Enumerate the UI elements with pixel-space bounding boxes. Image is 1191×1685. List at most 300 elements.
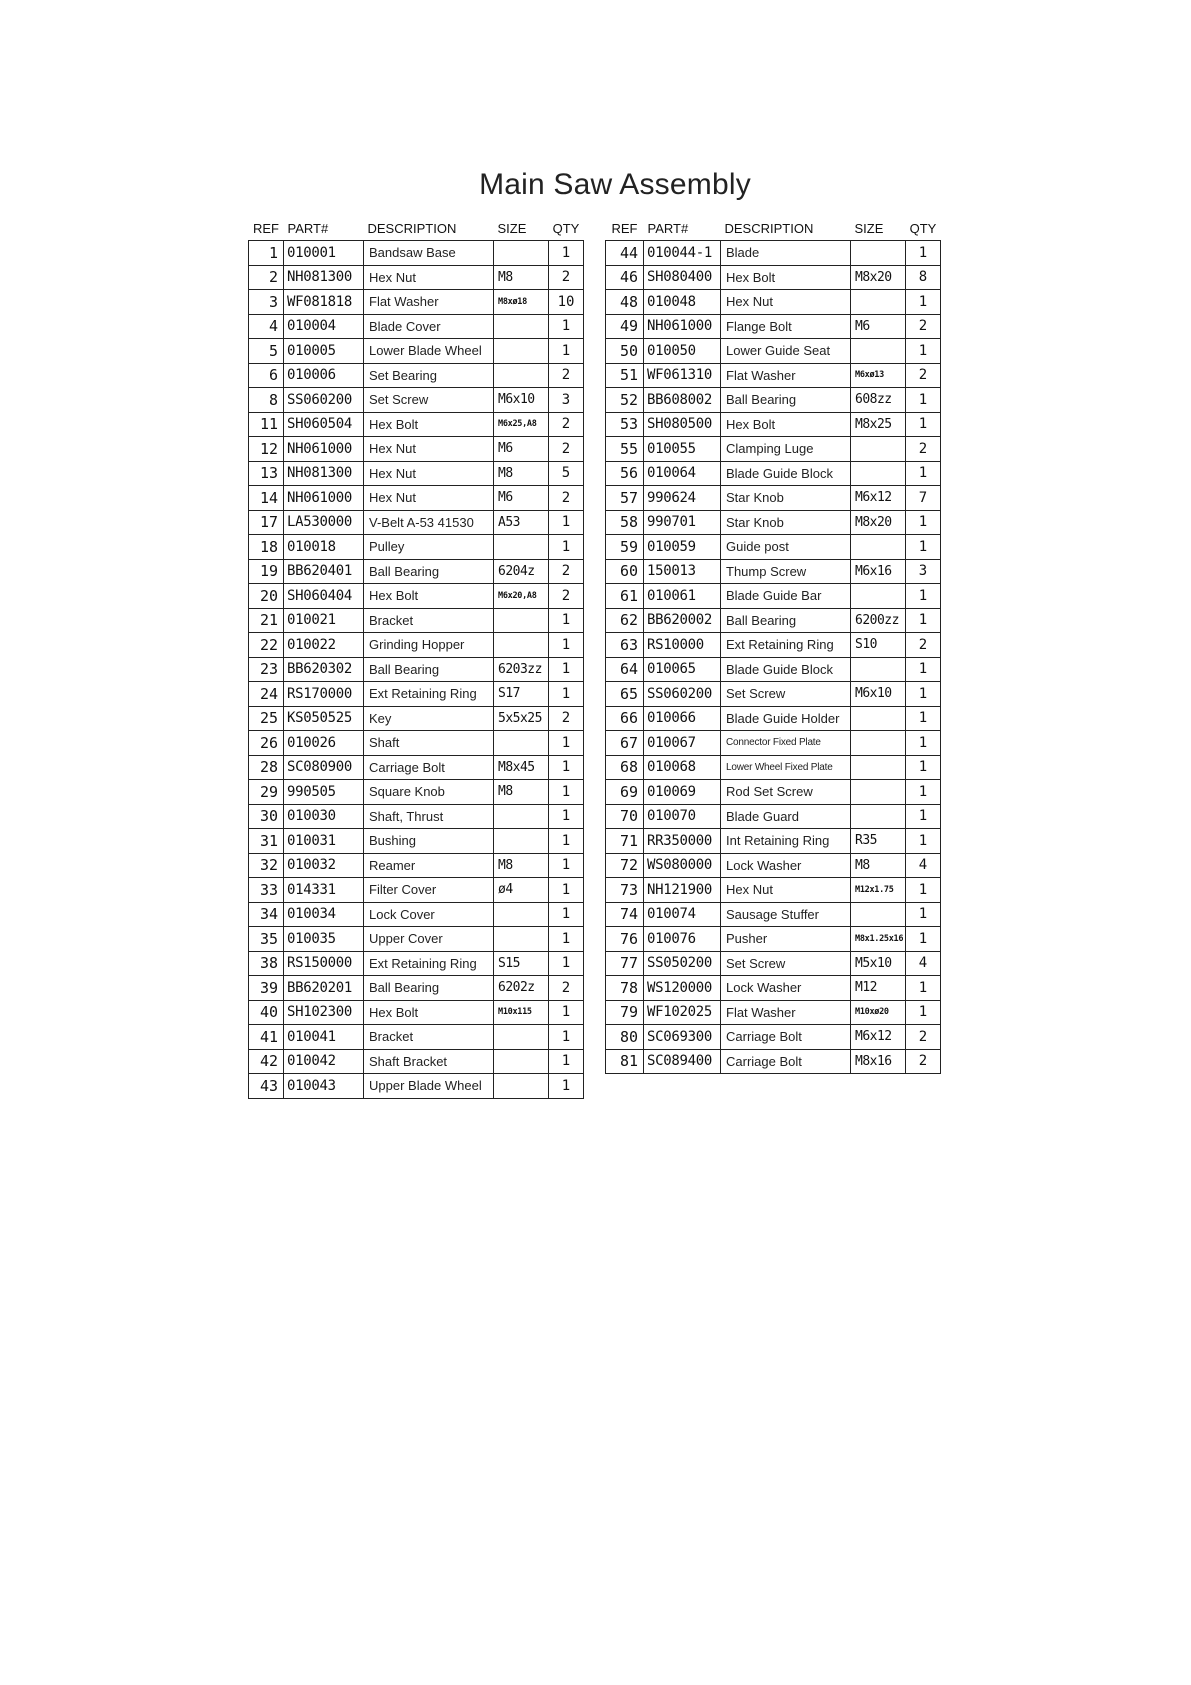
size-cell: ø4 bbox=[494, 878, 549, 903]
ref-cell: 48 bbox=[606, 290, 644, 315]
description-cell: Hex Nut bbox=[364, 461, 494, 486]
description-cell: Hex Nut bbox=[364, 486, 494, 511]
ref-cell: 25 bbox=[249, 706, 284, 731]
description-cell: Ext Retaining Ring bbox=[721, 633, 851, 658]
description-cell: Lower Guide Seat bbox=[721, 339, 851, 364]
ref-cell: 3 bbox=[249, 290, 284, 315]
size-cell bbox=[494, 804, 549, 829]
table-row bbox=[606, 706, 941, 731]
description-cell: V-Belt A-53 41530 bbox=[364, 510, 494, 535]
size-cell: M8x20 bbox=[851, 265, 906, 290]
size-cell: M10xø20 bbox=[851, 1000, 906, 1025]
size-cell: M6 bbox=[494, 437, 549, 462]
table-row bbox=[606, 339, 941, 364]
description-cell: Hex Nut bbox=[721, 878, 851, 903]
table-row bbox=[606, 633, 941, 658]
ref-cell: 52 bbox=[606, 388, 644, 413]
ref-cell: 24 bbox=[249, 682, 284, 707]
header-ref: REF bbox=[253, 220, 279, 236]
part-number-cell: 010034 bbox=[284, 902, 364, 927]
qty-cell: 1 bbox=[549, 1074, 584, 1099]
table-row bbox=[606, 902, 941, 927]
table-row bbox=[249, 314, 584, 339]
table-row bbox=[606, 265, 941, 290]
ref-cell: 53 bbox=[606, 412, 644, 437]
qty-cell: 4 bbox=[906, 853, 941, 878]
size-cell bbox=[494, 927, 549, 952]
table-row bbox=[249, 976, 584, 1001]
size-cell: M8x25 bbox=[851, 412, 906, 437]
part-number-cell: 010035 bbox=[284, 927, 364, 952]
ref-cell: 20 bbox=[249, 584, 284, 609]
qty-cell: 1 bbox=[549, 1025, 584, 1050]
table-row bbox=[606, 829, 941, 854]
description-cell: Set Bearing bbox=[364, 363, 494, 388]
ref-cell: 73 bbox=[606, 878, 644, 903]
size-cell bbox=[494, 1025, 549, 1050]
description-cell: Hex Nut bbox=[721, 290, 851, 315]
ref-cell: 55 bbox=[606, 437, 644, 462]
table-row bbox=[606, 559, 941, 584]
size-cell: M8x1.25x16 bbox=[851, 927, 906, 952]
size-cell: M8 bbox=[494, 265, 549, 290]
qty-cell: 1 bbox=[549, 804, 584, 829]
description-cell: Carriage Bolt bbox=[721, 1049, 851, 1074]
part-number-cell: 010066 bbox=[644, 706, 721, 731]
ref-cell: 46 bbox=[606, 265, 644, 290]
part-number-cell: 010004 bbox=[284, 314, 364, 339]
ref-cell: 33 bbox=[249, 878, 284, 903]
size-cell: M6x25,A8 bbox=[494, 412, 549, 437]
ref-cell: 28 bbox=[249, 755, 284, 780]
qty-cell: 1 bbox=[549, 1049, 584, 1074]
qty-cell: 1 bbox=[906, 682, 941, 707]
size-cell bbox=[851, 241, 906, 266]
table-row bbox=[606, 510, 941, 535]
table-row bbox=[249, 339, 584, 364]
ref-cell: 67 bbox=[606, 731, 644, 756]
qty-cell: 1 bbox=[549, 682, 584, 707]
description-cell: Blade Guide Block bbox=[721, 657, 851, 682]
description-cell: Flat Washer bbox=[721, 363, 851, 388]
qty-cell: 2 bbox=[906, 1049, 941, 1074]
table-row bbox=[249, 559, 584, 584]
size-cell: M12x1.75 bbox=[851, 878, 906, 903]
parts-table-left bbox=[248, 216, 584, 1099]
qty-cell: 2 bbox=[549, 486, 584, 511]
table-row bbox=[249, 1000, 584, 1025]
part-number-cell: SH060404 bbox=[284, 584, 364, 609]
part-number-cell: 010042 bbox=[284, 1049, 364, 1074]
table-row bbox=[606, 1049, 941, 1074]
part-number-cell: RS10000 bbox=[644, 633, 721, 658]
ref-cell: 42 bbox=[249, 1049, 284, 1074]
ref-cell: 61 bbox=[606, 584, 644, 609]
table-row bbox=[249, 584, 584, 609]
part-number-cell: 010068 bbox=[644, 755, 721, 780]
size-cell bbox=[494, 363, 549, 388]
qty-cell: 1 bbox=[549, 241, 584, 266]
part-number-cell: 010030 bbox=[284, 804, 364, 829]
qty-cell: 1 bbox=[549, 829, 584, 854]
ref-cell: 72 bbox=[606, 853, 644, 878]
table-row bbox=[606, 976, 941, 1001]
qty-cell: 1 bbox=[906, 706, 941, 731]
description-cell: Lock Washer bbox=[721, 976, 851, 1001]
part-number-cell: NH061000 bbox=[644, 314, 721, 339]
table-row bbox=[606, 388, 941, 413]
size-cell bbox=[851, 584, 906, 609]
table-row bbox=[249, 412, 584, 437]
qty-cell: 2 bbox=[549, 265, 584, 290]
ref-cell: 23 bbox=[249, 657, 284, 682]
table-row bbox=[249, 363, 584, 388]
ref-cell: 80 bbox=[606, 1025, 644, 1050]
description-cell: Connector Fixed Plate bbox=[721, 731, 851, 756]
ref-cell: 12 bbox=[249, 437, 284, 462]
description-cell: Hex Nut bbox=[364, 437, 494, 462]
ref-cell: 44 bbox=[606, 241, 644, 266]
size-cell bbox=[851, 706, 906, 731]
description-cell: Flange Bolt bbox=[721, 314, 851, 339]
qty-cell: 2 bbox=[549, 363, 584, 388]
qty-cell: 1 bbox=[549, 755, 584, 780]
table-row bbox=[249, 437, 584, 462]
description-cell: Star Knob bbox=[721, 510, 851, 535]
header-description: DESCRIPTION bbox=[367, 220, 457, 236]
description-cell: Blade Guide Bar bbox=[721, 584, 851, 609]
description-cell: Sausage Stuffer bbox=[721, 902, 851, 927]
description-cell: Shaft bbox=[364, 731, 494, 756]
ref-cell: 68 bbox=[606, 755, 644, 780]
size-cell bbox=[494, 902, 549, 927]
qty-cell: 1 bbox=[549, 608, 584, 633]
description-cell: Lower Blade Wheel bbox=[364, 339, 494, 364]
table-row bbox=[606, 804, 941, 829]
table-row bbox=[249, 853, 584, 878]
size-cell: M12 bbox=[851, 976, 906, 1001]
size-cell bbox=[494, 241, 549, 266]
qty-cell: 2 bbox=[906, 1025, 941, 1050]
ref-cell: 30 bbox=[249, 804, 284, 829]
qty-cell: 1 bbox=[549, 780, 584, 805]
size-cell: S15 bbox=[494, 951, 549, 976]
part-number-cell: BB620002 bbox=[644, 608, 721, 633]
part-number-cell: BB620401 bbox=[284, 559, 364, 584]
ref-cell: 60 bbox=[606, 559, 644, 584]
part-number-cell: KS050525 bbox=[284, 706, 364, 731]
size-cell bbox=[494, 1074, 549, 1099]
ref-cell: 4 bbox=[249, 314, 284, 339]
part-number-cell: 010050 bbox=[644, 339, 721, 364]
part-number-cell: 010022 bbox=[284, 633, 364, 658]
ref-cell: 21 bbox=[249, 608, 284, 633]
size-cell: M6x10 bbox=[851, 682, 906, 707]
part-number-cell: 010074 bbox=[644, 902, 721, 927]
table-row bbox=[606, 682, 941, 707]
table-row bbox=[249, 633, 584, 658]
table-row bbox=[249, 829, 584, 854]
table-row bbox=[249, 486, 584, 511]
table-row bbox=[606, 412, 941, 437]
description-cell: Carriage Bolt bbox=[721, 1025, 851, 1050]
qty-cell: 1 bbox=[549, 927, 584, 952]
description-cell: Bushing bbox=[364, 829, 494, 854]
qty-cell: 1 bbox=[906, 290, 941, 315]
part-number-cell: 010026 bbox=[284, 731, 364, 756]
part-number-cell: SC089400 bbox=[644, 1049, 721, 1074]
size-cell: M6x12 bbox=[851, 486, 906, 511]
part-number-cell: RS170000 bbox=[284, 682, 364, 707]
qty-cell: 1 bbox=[906, 388, 941, 413]
part-number-cell: 010001 bbox=[284, 241, 364, 266]
part-number-cell: BB620302 bbox=[284, 657, 364, 682]
page-title: Main Saw Assembly bbox=[479, 168, 751, 201]
table-row bbox=[249, 804, 584, 829]
table-row bbox=[249, 510, 584, 535]
size-cell bbox=[851, 657, 906, 682]
part-number-cell: 010005 bbox=[284, 339, 364, 364]
part-number-cell: SH102300 bbox=[284, 1000, 364, 1025]
description-cell: Ext Retaining Ring bbox=[364, 951, 494, 976]
table-row bbox=[606, 608, 941, 633]
ref-cell: 26 bbox=[249, 731, 284, 756]
description-cell: Hex Bolt bbox=[721, 265, 851, 290]
description-cell: Bracket bbox=[364, 608, 494, 633]
part-number-cell: WF081818 bbox=[284, 290, 364, 315]
description-cell: Bracket bbox=[364, 1025, 494, 1050]
part-number-cell: 014331 bbox=[284, 878, 364, 903]
table-row bbox=[606, 486, 941, 511]
description-cell: Upper Cover bbox=[364, 927, 494, 952]
ref-cell: 34 bbox=[249, 902, 284, 927]
part-number-cell: 010018 bbox=[284, 535, 364, 560]
header-size: SIZE bbox=[854, 220, 884, 236]
ref-cell: 29 bbox=[249, 780, 284, 805]
size-cell: M6x20,A8 bbox=[494, 584, 549, 609]
table-row bbox=[249, 265, 584, 290]
parts-table-right bbox=[605, 216, 941, 1074]
table-row bbox=[249, 657, 584, 682]
description-cell: Thump Screw bbox=[721, 559, 851, 584]
size-cell bbox=[851, 290, 906, 315]
description-cell: Pusher bbox=[721, 927, 851, 952]
part-number-cell: 010021 bbox=[284, 608, 364, 633]
description-cell: Blade Guard bbox=[721, 804, 851, 829]
ref-cell: 18 bbox=[249, 535, 284, 560]
qty-cell: 1 bbox=[906, 339, 941, 364]
part-number-cell: 010059 bbox=[644, 535, 721, 560]
table-row bbox=[249, 290, 584, 315]
ref-cell: 13 bbox=[249, 461, 284, 486]
size-cell bbox=[851, 804, 906, 829]
size-cell: 6202z bbox=[494, 976, 549, 1001]
qty-cell: 1 bbox=[906, 902, 941, 927]
part-number-cell: SC080900 bbox=[284, 755, 364, 780]
size-cell bbox=[851, 780, 906, 805]
qty-cell: 1 bbox=[906, 535, 941, 560]
description-cell: Rod Set Screw bbox=[721, 780, 851, 805]
ref-cell: 81 bbox=[606, 1049, 644, 1074]
qty-cell: 1 bbox=[906, 755, 941, 780]
table-row bbox=[249, 780, 584, 805]
table-row bbox=[249, 927, 584, 952]
description-cell: Upper Blade Wheel bbox=[364, 1074, 494, 1099]
ref-cell: 35 bbox=[249, 927, 284, 952]
ref-cell: 1 bbox=[249, 241, 284, 266]
ref-cell: 69 bbox=[606, 780, 644, 805]
ref-cell: 22 bbox=[249, 633, 284, 658]
part-number-cell: SC069300 bbox=[644, 1025, 721, 1050]
ref-cell: 59 bbox=[606, 535, 644, 560]
qty-cell: 3 bbox=[906, 559, 941, 584]
size-cell: 6200zz bbox=[851, 608, 906, 633]
ref-cell: 41 bbox=[249, 1025, 284, 1050]
part-number-cell: 010032 bbox=[284, 853, 364, 878]
header-ref: REF bbox=[611, 220, 638, 236]
part-number-cell: RR350000 bbox=[644, 829, 721, 854]
table-row bbox=[606, 241, 941, 266]
description-cell: Reamer bbox=[364, 853, 494, 878]
qty-cell: 10 bbox=[549, 290, 584, 315]
description-cell: Hex Bolt bbox=[364, 584, 494, 609]
ref-cell: 71 bbox=[606, 829, 644, 854]
part-number-cell: 010069 bbox=[644, 780, 721, 805]
qty-cell: 5 bbox=[549, 461, 584, 486]
part-number-cell: 010041 bbox=[284, 1025, 364, 1050]
part-number-cell: LA530000 bbox=[284, 510, 364, 535]
ref-cell: 79 bbox=[606, 1000, 644, 1025]
table-row bbox=[606, 461, 941, 486]
part-number-cell: SH080400 bbox=[644, 265, 721, 290]
description-cell: Clamping Luge bbox=[721, 437, 851, 462]
description-cell: Ball Bearing bbox=[721, 608, 851, 633]
description-cell: Lock Cover bbox=[364, 902, 494, 927]
header-part: PART# bbox=[287, 220, 329, 236]
table-row bbox=[606, 657, 941, 682]
ref-cell: 49 bbox=[606, 314, 644, 339]
ref-cell: 51 bbox=[606, 363, 644, 388]
table-row bbox=[249, 951, 584, 976]
size-cell: M6 bbox=[851, 314, 906, 339]
part-number-cell: 010006 bbox=[284, 363, 364, 388]
qty-cell: 2 bbox=[549, 412, 584, 437]
header-qty: QTY bbox=[909, 220, 937, 236]
ref-cell: 62 bbox=[606, 608, 644, 633]
table-row bbox=[606, 314, 941, 339]
size-cell: 5x5x25 bbox=[494, 706, 549, 731]
description-cell: Grinding Hopper bbox=[364, 633, 494, 658]
ref-cell: 74 bbox=[606, 902, 644, 927]
qty-cell: 1 bbox=[906, 608, 941, 633]
size-cell: M8x20 bbox=[851, 510, 906, 535]
size-cell bbox=[494, 633, 549, 658]
ref-cell: 38 bbox=[249, 951, 284, 976]
part-number-cell: BB620201 bbox=[284, 976, 364, 1001]
part-number-cell: SS050200 bbox=[644, 951, 721, 976]
header-size: SIZE bbox=[497, 220, 527, 236]
part-number-cell: SH080500 bbox=[644, 412, 721, 437]
qty-cell: 1 bbox=[549, 510, 584, 535]
part-number-cell: 010043 bbox=[284, 1074, 364, 1099]
description-cell: Blade Guide Holder bbox=[721, 706, 851, 731]
ref-cell: 6 bbox=[249, 363, 284, 388]
table-row bbox=[249, 461, 584, 486]
qty-cell: 1 bbox=[549, 657, 584, 682]
qty-cell: 1 bbox=[906, 412, 941, 437]
table-row bbox=[606, 437, 941, 462]
part-number-cell: 990505 bbox=[284, 780, 364, 805]
size-cell bbox=[494, 731, 549, 756]
ref-cell: 66 bbox=[606, 706, 644, 731]
table-row bbox=[606, 951, 941, 976]
size-cell: M8 bbox=[494, 461, 549, 486]
qty-cell: 2 bbox=[906, 363, 941, 388]
table-row bbox=[249, 878, 584, 903]
ref-cell: 31 bbox=[249, 829, 284, 854]
ref-cell: 19 bbox=[249, 559, 284, 584]
description-cell: Hex Bolt bbox=[364, 1000, 494, 1025]
ref-cell: 64 bbox=[606, 657, 644, 682]
table-row bbox=[249, 902, 584, 927]
qty-cell: 1 bbox=[906, 1000, 941, 1025]
size-cell: M6x16 bbox=[851, 559, 906, 584]
qty-cell: 1 bbox=[549, 731, 584, 756]
description-cell: Shaft, Thrust bbox=[364, 804, 494, 829]
description-cell: Ball Bearing bbox=[721, 388, 851, 413]
size-cell: R35 bbox=[851, 829, 906, 854]
description-cell: Hex Bolt bbox=[721, 412, 851, 437]
description-cell: Star Knob bbox=[721, 486, 851, 511]
part-number-cell: 010044-1 bbox=[644, 241, 721, 266]
qty-cell: 1 bbox=[549, 535, 584, 560]
qty-cell: 1 bbox=[906, 584, 941, 609]
ref-cell: 77 bbox=[606, 951, 644, 976]
qty-cell: 2 bbox=[549, 437, 584, 462]
qty-cell: 3 bbox=[549, 388, 584, 413]
qty-cell: 1 bbox=[549, 853, 584, 878]
description-cell: Hex Bolt bbox=[364, 412, 494, 437]
table-header-row bbox=[249, 216, 584, 241]
qty-cell: 1 bbox=[549, 314, 584, 339]
ref-cell: 57 bbox=[606, 486, 644, 511]
qty-cell: 1 bbox=[906, 461, 941, 486]
size-cell: S10 bbox=[851, 633, 906, 658]
part-number-cell: NH121900 bbox=[644, 878, 721, 903]
description-cell: Blade Guide Block bbox=[721, 461, 851, 486]
part-number-cell: NH061000 bbox=[284, 486, 364, 511]
part-number-cell: 010065 bbox=[644, 657, 721, 682]
qty-cell: 1 bbox=[906, 804, 941, 829]
size-cell: M8x45 bbox=[494, 755, 549, 780]
part-number-cell: 010055 bbox=[644, 437, 721, 462]
ref-cell: 43 bbox=[249, 1074, 284, 1099]
qty-cell: 1 bbox=[906, 731, 941, 756]
qty-cell: 2 bbox=[549, 584, 584, 609]
qty-cell: 1 bbox=[906, 780, 941, 805]
header-part: PART# bbox=[647, 220, 689, 236]
description-cell: Filter Cover bbox=[364, 878, 494, 903]
table-row bbox=[249, 682, 584, 707]
table-row bbox=[249, 241, 584, 266]
size-cell: M6x10 bbox=[494, 388, 549, 413]
part-number-cell: 990624 bbox=[644, 486, 721, 511]
qty-cell: 1 bbox=[906, 510, 941, 535]
size-cell: M6x12 bbox=[851, 1025, 906, 1050]
table-row bbox=[249, 608, 584, 633]
ref-cell: 17 bbox=[249, 510, 284, 535]
part-number-cell: NH081300 bbox=[284, 265, 364, 290]
